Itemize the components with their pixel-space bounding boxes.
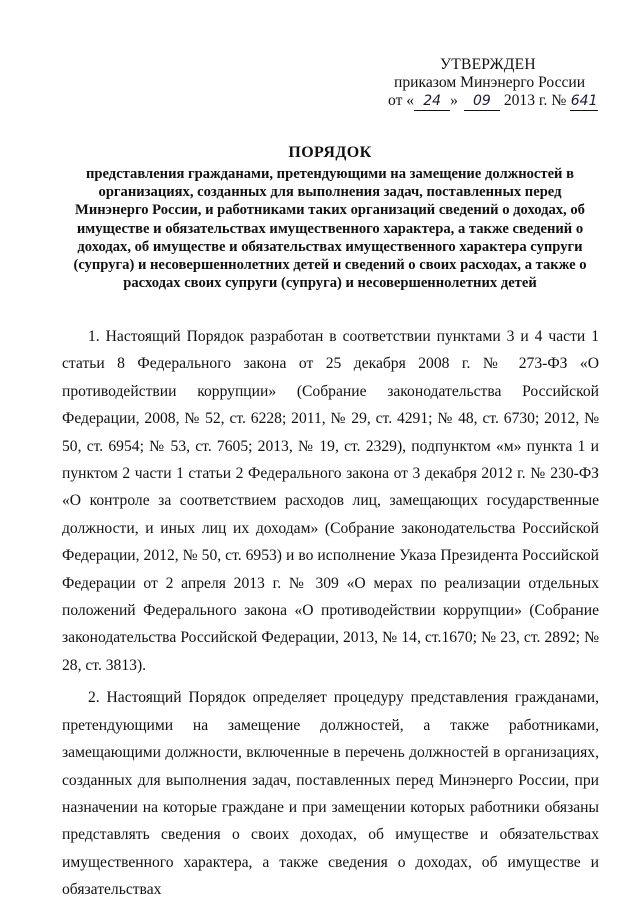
handwritten-day: 24 [414, 92, 450, 111]
date-prefix: от « [388, 92, 415, 109]
approval-stamp [388, 56, 598, 111]
paragraph-2: 2. Настоящий Порядок определяет процедуру представления гражданами, претендующими на замещение должностей, а также работниками, замещающими должности, включенные в перечень должностей в организациях, созданных для выполнения задач, поставленных перед Минэнерго России, при назначении на которые граждане и при замещении которых работники обязаны представлять сведения о своих доходах, об имуществе и обязательствах имущественного характера, а также сведения о доходах, об имуществе и обязательствах [62, 689, 599, 899]
document-body [62, 323, 599, 909]
date-mid: » [450, 92, 458, 109]
document-title: ПОРЯДОК [288, 144, 372, 161]
approval-title: УТВЕРЖДЕН [440, 56, 536, 73]
document-subtitle: представления гражданами, претендующими на замещение должностей в организациях, созданных для выполнения задач, поставленных перед Минэнерго России, и работниками таких организаций сведений о доходах, об имуществе и обязательствах имущественного характера, а также сведений о доходах, об имуществе и обязательствах имущественного характера супруги (супруга) и несовершеннолетних детей и сведений о своих расходах, а также о расходах своих супруги (супруга) и несовершеннолетних детей [73, 166, 587, 292]
approval-order-line: приказом Минэнерго России [394, 74, 586, 91]
approval-date-line [388, 92, 598, 111]
date-year: 2013 г. № [503, 92, 567, 109]
handwritten-month: 09 [464, 92, 500, 111]
handwritten-order-number: 641 [570, 93, 598, 109]
paragraph-1: 1. Настоящий Порядок разработан в соответствии пунктами 3 и 4 части 1 статьи 8 Федерального закона от 25 декабря 2008 г. № 273-ФЗ «О противодействии коррупции» (Собрание законодательства Российской Федерации, 2008, № 52, ст. 6228; 2011, № 29, ст. 4291; № 48, ст. 6730; 2012, № 50, ст. 6954; № 53, ст. 7605; 2013, № 19, ст. 2329), подпунктом «м» пункта 1 и пунктом 2 части 1 статьи 2 Федерального закона от 3 декабря 2012 г. № 230-ФЗ «О контроле за соответствием расходов лиц, замещающих государственные должности, и иных лиц их доходам» (Собрание законодательства Российской Федерации, 2012, № 50, ст. 6953) и во исполнение Указа Президента Российской Федерации от 2 апреля 2013 г. № 309 «О мерах по реализации отдельных положений Федерального закона «О противодействии коррупции» (Собрание законодательства Российской Федерации, 2013, № 14, ст.1670; № 23, ст. 2892; № 28, ст. 3813). [62, 328, 599, 674]
